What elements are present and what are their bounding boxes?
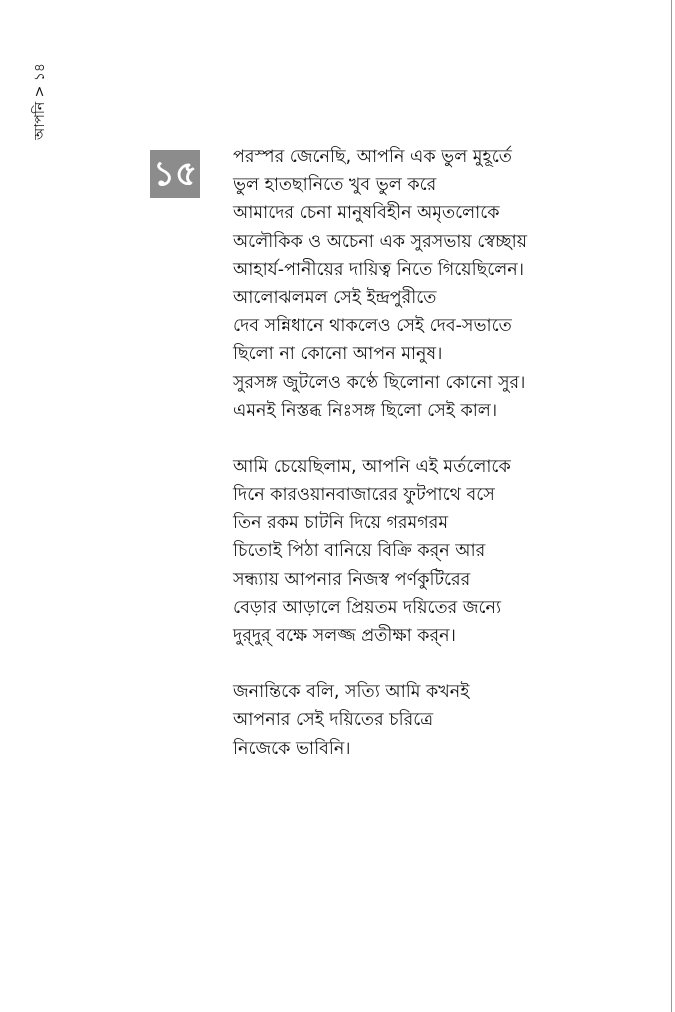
poem-number-badge xyxy=(150,150,200,198)
running-head-text: আপনি > ১৪ xyxy=(32,63,48,140)
poem-line: দেব সন্নিধানে থাকলেও সেই দেব-সভাতে xyxy=(233,316,512,337)
poem-line: সন্ধ্যায় আপনার নিজস্ব পর্ণকুটিরের xyxy=(233,569,471,590)
page-edge xyxy=(671,0,672,1012)
poem-line: ভুল হাতছানিতে খুব ভুল করে xyxy=(233,175,437,196)
poem-line: দুর‍্দুর‍্ বক্ষে সলজ্জ প্রতীক্ষা কর‍্ন। xyxy=(233,626,456,646)
stanza-2 xyxy=(233,453,633,650)
stanza-1 xyxy=(233,143,633,425)
poem-line: সুরসঙ্গ জুটলেও কণ্ঠে ছিলোনা কোনো সুর। xyxy=(233,372,526,393)
poem-body xyxy=(233,143,633,791)
poem-line: জনান্তিকে বলি, সত্যি আমি কখনই xyxy=(233,682,470,703)
poem-line: আমাদের চেনা মানুষবিহীন অমৃতলোকে xyxy=(233,203,500,224)
poem-line: আমি চেয়েছিলাম, আপনি এই মর্তলোকে xyxy=(233,456,511,477)
poem-number: ১৫ xyxy=(152,154,198,194)
poem-line: অলৌকিক ও অচেনা এক সুরসভায় স্বেচ্ছায় xyxy=(233,231,528,252)
running-head xyxy=(30,63,50,140)
poem-line: পরস্পর জেনেছি, আপনি এক ভুল মুহূর্তে xyxy=(233,147,512,167)
stanza-3 xyxy=(233,678,633,763)
poem-line: এমনই নিস্তব্ধ নিঃসঙ্গ ছিলো সেই কাল। xyxy=(233,400,498,421)
poem-line: তিন রকম চাটনি দিয়ে গরমগরম xyxy=(233,513,449,534)
poem-line: দিনে কারওয়ানবাজারের ফুটপাথে বসে xyxy=(233,485,495,506)
poem-line: চিতোই পিঠা বানিয়ে বিক্রি কর‍্ন আর xyxy=(233,541,486,562)
poem-line: আলোঝলমল সেই ইন্দ্রপুরীতে xyxy=(233,287,437,308)
poem-line: বেড়ার আড়ালে প্রিয়তম দয়িতের জন্যে xyxy=(233,597,502,618)
poem-line: আপনার সেই দয়িতের চরিত্রে xyxy=(233,710,434,731)
poem-line: নিজেকে ভাবিনি। xyxy=(233,738,351,759)
poem-line: আহার্য-পানীয়ের দায়িত্ব নিতে গিয়েছিলেন। xyxy=(233,259,524,280)
poem-line: ছিলো না কোনো আপন মানুষ। xyxy=(233,344,443,365)
